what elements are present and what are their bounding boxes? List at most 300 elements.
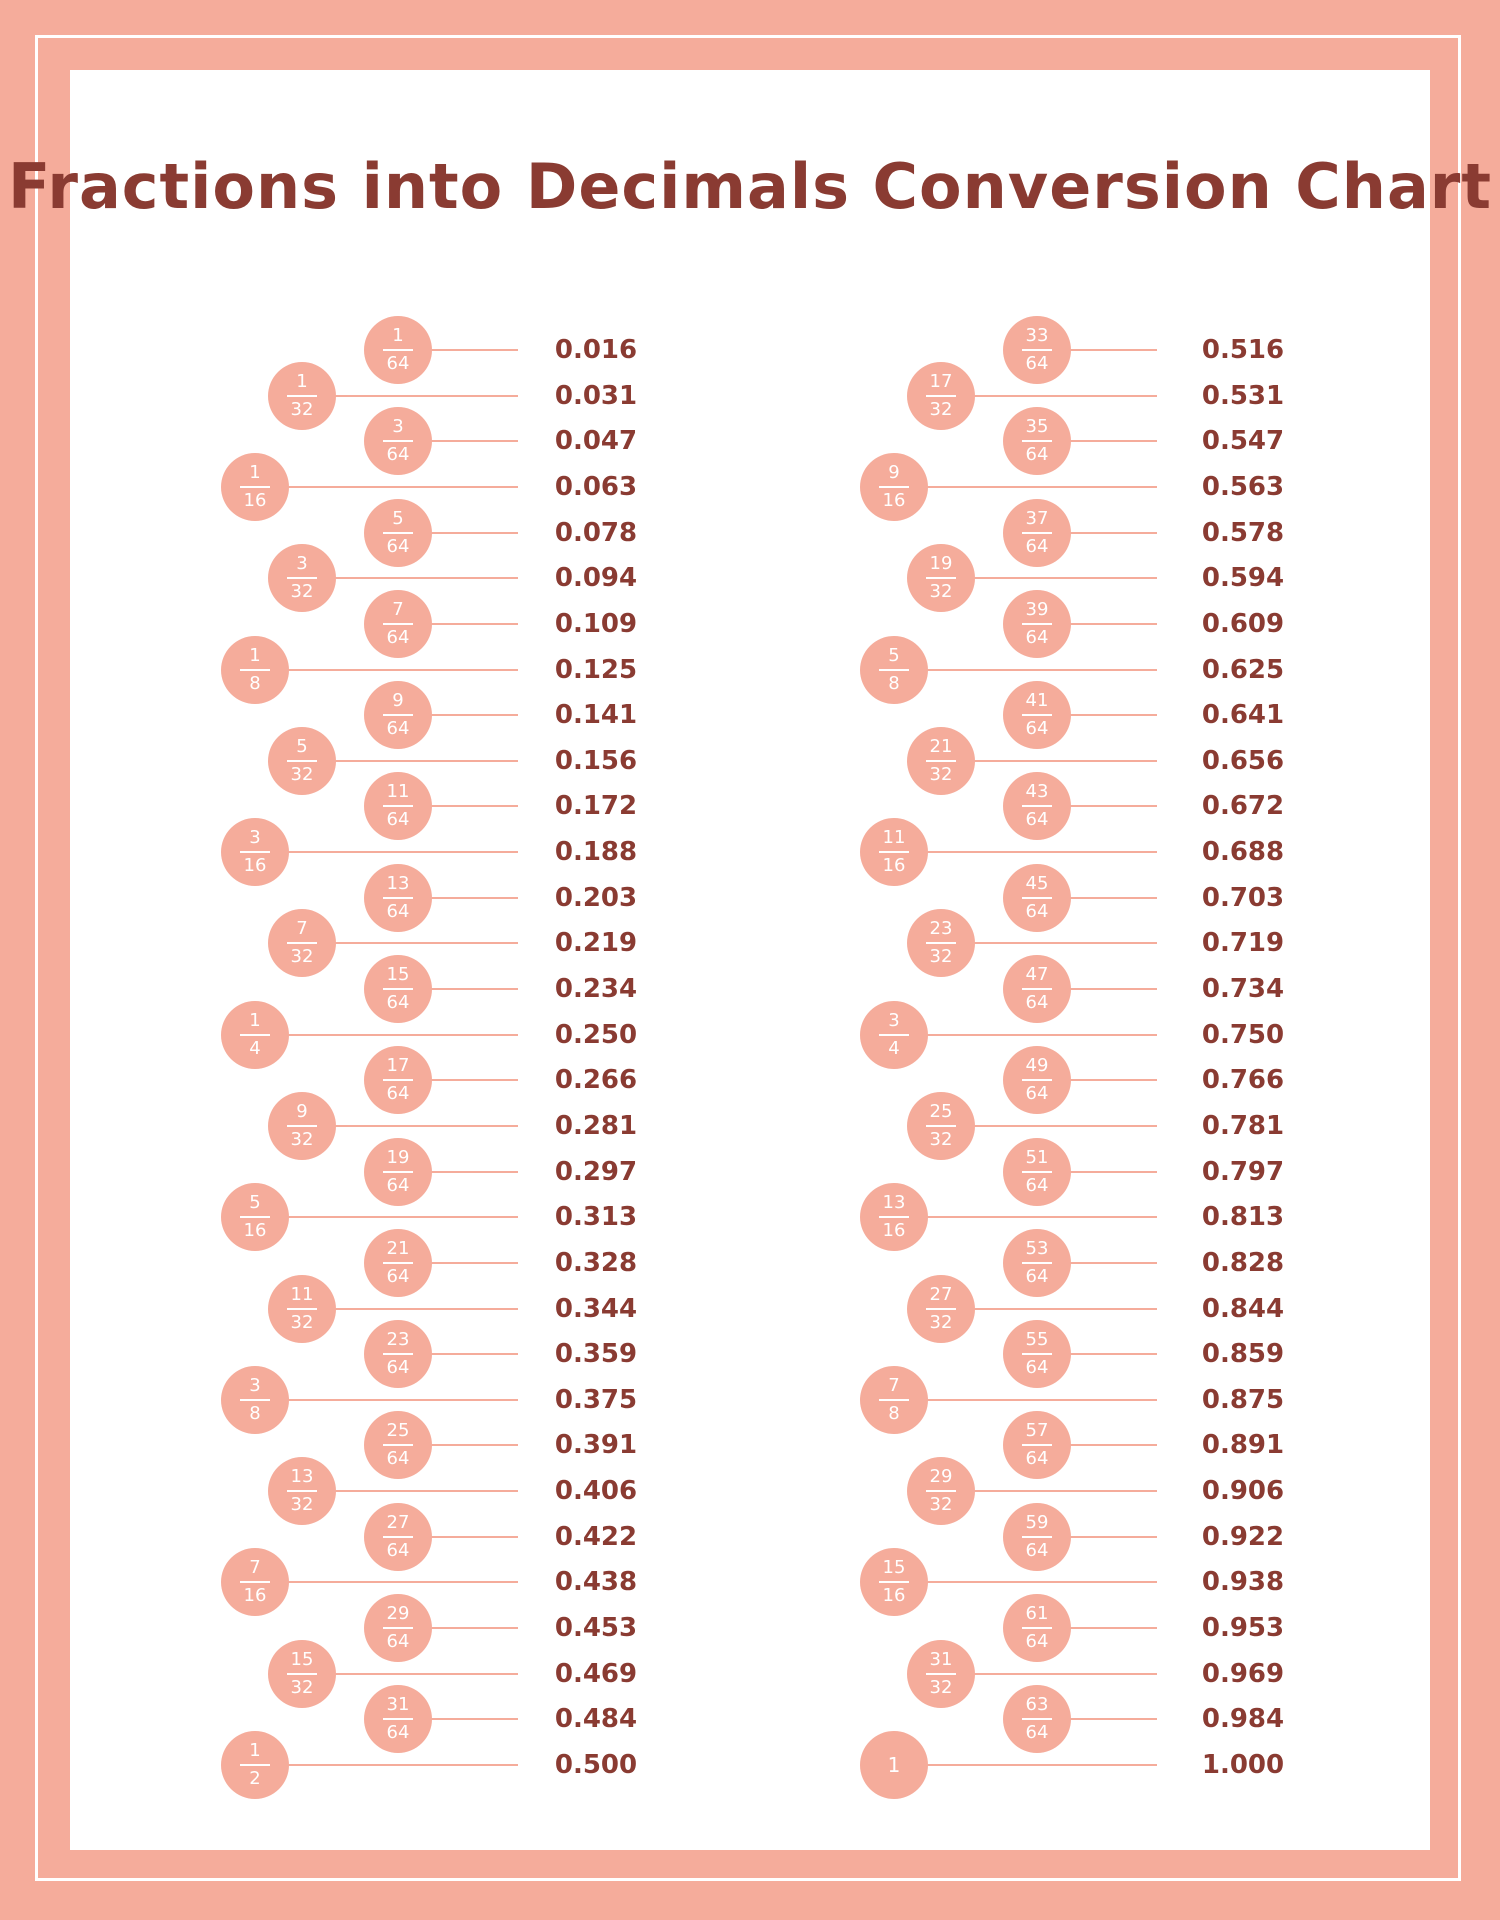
fraction-circle: [221, 818, 289, 886]
fraction-bar: [1022, 1444, 1052, 1446]
fraction-denominator: 16: [882, 1585, 906, 1607]
fraction-circle: [1003, 1685, 1071, 1753]
decimal-value: 0.063: [554, 471, 638, 502]
fraction-circle: [364, 499, 432, 567]
fraction-bar: [926, 942, 956, 944]
fraction-circle: [1003, 772, 1071, 840]
decimal-value: 0.922: [1201, 1521, 1285, 1552]
fraction-denominator: 8: [249, 1402, 261, 1424]
fraction-bar: [287, 942, 317, 944]
fraction-bar: [383, 349, 413, 351]
connector-line: [894, 1581, 1157, 1583]
fraction-denominator: 64: [1025, 535, 1049, 557]
fraction-circle: [268, 544, 336, 612]
fraction-numerator: 23: [929, 918, 953, 940]
fraction-bar: [879, 486, 909, 488]
decimal-value: 0.953: [1201, 1613, 1285, 1644]
decimal-value: 0.250: [554, 1019, 638, 1050]
fraction-circle: [860, 1183, 928, 1251]
decimal-value: 0.719: [1201, 928, 1285, 959]
fraction-circle: [221, 1183, 289, 1251]
fraction-circle: [907, 1640, 975, 1708]
fraction-bar: [383, 988, 413, 990]
decimal-value: 0.453: [554, 1613, 638, 1644]
fraction-bar: [287, 1673, 317, 1675]
fraction-circle: [364, 1320, 432, 1388]
fraction-bar: [1022, 532, 1052, 534]
decimal-value: 0.313: [554, 1202, 638, 1233]
fraction-denominator: 32: [929, 763, 953, 785]
fraction-bar: [879, 1581, 909, 1583]
fraction-denominator: 32: [290, 581, 314, 603]
fraction-numerator: 9: [888, 461, 900, 483]
fraction-circle: [860, 453, 928, 521]
decimal-value: 0.125: [554, 654, 638, 685]
fraction-numerator: 29: [929, 1466, 953, 1488]
decimal-value: 0.859: [1201, 1339, 1285, 1370]
fraction-numerator: 7: [888, 1374, 900, 1396]
fraction-numerator: 15: [290, 1648, 314, 1670]
fraction-circle: [907, 727, 975, 795]
fraction-numerator: 3: [296, 553, 308, 575]
fraction-bar: [1022, 1353, 1052, 1355]
decimal-value: 0.688: [1201, 837, 1285, 868]
fraction-denominator: 16: [243, 1220, 267, 1242]
decimal-value: 0.484: [554, 1704, 638, 1735]
fraction-bar: [1022, 440, 1052, 442]
fraction-circle: [221, 453, 289, 521]
fraction-numerator: 21: [929, 735, 953, 757]
decimal-value: 0.359: [554, 1339, 638, 1370]
fraction-circle: [1003, 1229, 1071, 1297]
fraction-circle: [364, 1594, 432, 1662]
fraction-denominator: 64: [386, 1722, 410, 1744]
decimal-value: 0.031: [554, 380, 638, 411]
decimal-value: 0.266: [554, 1065, 638, 1096]
fraction-denominator: 64: [386, 353, 410, 374]
fraction-numerator: 5: [888, 644, 900, 666]
fraction-bar: [879, 669, 909, 671]
fraction-denominator: 32: [290, 946, 314, 968]
fraction-bar: [383, 1079, 413, 1081]
fraction-numerator: 41: [1025, 690, 1049, 712]
fraction-denominator: 64: [1025, 353, 1049, 374]
fraction-denominator: 64: [386, 444, 410, 466]
decimal-value: 0.609: [1201, 608, 1285, 639]
decimal-value: 0.047: [554, 426, 638, 457]
fraction-bar: [926, 1673, 956, 1675]
fraction-circle: [860, 1548, 928, 1616]
fraction-bar: [926, 760, 956, 762]
fraction-circle: [1003, 590, 1071, 658]
fraction-circle: [907, 544, 975, 612]
fraction-denominator: 16: [243, 1585, 267, 1607]
fraction-bar: [287, 1308, 317, 1310]
fraction-numerator: 49: [1025, 1055, 1049, 1077]
fraction-circle: [268, 1275, 336, 1343]
fraction-bar: [926, 1308, 956, 1310]
fraction-numerator: 5: [296, 735, 308, 757]
fraction-denominator: 4: [249, 1037, 261, 1059]
fraction-bar: [287, 1125, 317, 1127]
fraction-numerator: 35: [1025, 416, 1049, 438]
fraction-circle: [364, 1685, 432, 1753]
fraction-circle: [364, 316, 432, 384]
decimal-value: 0.109: [554, 608, 638, 639]
decimal-value: 0.406: [554, 1476, 638, 1507]
fraction-bar: [879, 1399, 909, 1401]
fraction-circle: [860, 818, 928, 886]
decimal-value: 0.203: [554, 882, 638, 913]
decimal-value: 0.500: [554, 1750, 638, 1780]
fraction-bar: [1022, 805, 1052, 807]
fraction-circle: [1003, 1138, 1071, 1206]
fraction-denominator: 64: [1025, 900, 1049, 922]
decimal-value: 0.172: [554, 791, 638, 822]
fraction-circle: [1003, 1411, 1071, 1479]
fraction-bar: [240, 1581, 270, 1583]
fraction-numerator: 1: [296, 370, 308, 392]
fraction-circle: [907, 909, 975, 977]
fraction-denominator: 64: [386, 1265, 410, 1287]
decimal-value: 0.438: [554, 1567, 638, 1598]
fraction-whole: 1: [887, 1753, 901, 1777]
fraction-bar: [287, 760, 317, 762]
fraction-numerator: 13: [882, 1192, 906, 1214]
fraction-denominator: 64: [386, 900, 410, 922]
fraction-numerator: 33: [1025, 325, 1049, 346]
fraction-denominator: 64: [386, 718, 410, 740]
fraction-denominator: 8: [249, 672, 261, 694]
fraction-bar: [1022, 623, 1052, 625]
decimal-value: 0.281: [554, 1110, 638, 1141]
fraction-numerator: 3: [888, 1009, 900, 1031]
fraction-numerator: 25: [929, 1100, 953, 1122]
fraction-numerator: 55: [1025, 1329, 1049, 1351]
fraction-numerator: 19: [386, 1146, 410, 1168]
fraction-circle: [364, 1411, 432, 1479]
fraction-bar: [383, 1627, 413, 1629]
fraction-numerator: 21: [386, 1237, 410, 1259]
fraction-denominator: 32: [929, 581, 953, 603]
connector-line: [894, 1399, 1157, 1401]
fraction-numerator: 13: [386, 872, 410, 894]
fraction-bar: [1022, 1079, 1052, 1081]
fraction-numerator: 3: [249, 827, 261, 849]
fraction-circle: [1003, 1503, 1071, 1571]
decimal-value: 0.594: [1201, 563, 1285, 594]
fraction-circle: [1003, 681, 1071, 749]
fraction-bar: [240, 1764, 270, 1766]
fraction-denominator: 64: [1025, 626, 1049, 648]
fraction-bar: [383, 1262, 413, 1264]
fraction-denominator: 32: [290, 1311, 314, 1333]
fraction-bar: [383, 623, 413, 625]
fraction-bar: [383, 1353, 413, 1355]
fraction-denominator: 64: [1025, 718, 1049, 740]
fraction-denominator: 32: [929, 1311, 953, 1333]
fraction-bar: [240, 1034, 270, 1036]
decimal-value: 0.844: [1201, 1293, 1285, 1324]
decimal-value: 0.469: [554, 1658, 638, 1689]
connector-line: [255, 1034, 518, 1036]
fraction-denominator: 16: [882, 489, 906, 511]
fraction-circle: [1003, 1594, 1071, 1662]
fraction-numerator: 1: [392, 325, 404, 346]
fraction-denominator: 64: [386, 992, 410, 1014]
fraction-numerator: 7: [392, 598, 404, 620]
fraction-circle: [364, 681, 432, 749]
decimal-value: 0.141: [554, 700, 638, 731]
decimal-value: 0.297: [554, 1156, 638, 1187]
fraction-denominator: 32: [929, 1128, 953, 1150]
decimal-value: 0.391: [554, 1430, 638, 1461]
fraction-bar: [1022, 1171, 1052, 1173]
fraction-numerator: 19: [929, 553, 953, 575]
fraction-numerator: 37: [1025, 507, 1049, 529]
fraction-numerator: 1: [249, 644, 261, 666]
fraction-circle: [364, 1229, 432, 1297]
decimal-value: 0.078: [554, 517, 638, 548]
fraction-circle: [268, 362, 336, 430]
decimal-value: 0.016: [554, 335, 638, 365]
fraction-denominator: 64: [1025, 1357, 1049, 1379]
fraction-denominator: 32: [290, 1128, 314, 1150]
fraction-bar: [879, 1034, 909, 1036]
fraction-denominator: 16: [243, 489, 267, 511]
fraction-circle: [907, 1457, 975, 1525]
decimal-value: 0.625: [1201, 654, 1285, 685]
fraction-numerator: 3: [249, 1374, 261, 1396]
fraction-bar: [1022, 1262, 1052, 1264]
fraction-circle: [221, 1548, 289, 1616]
fraction-numerator: 29: [386, 1603, 410, 1625]
fraction-bar: [240, 851, 270, 853]
fraction-circle: [221, 636, 289, 704]
fraction-circle: [364, 955, 432, 1023]
decimal-value: 0.344: [554, 1293, 638, 1324]
fraction-bar: [1022, 897, 1052, 899]
decimal-value: 0.875: [1201, 1384, 1285, 1415]
fraction-denominator: 64: [1025, 1083, 1049, 1105]
fraction-bar: [287, 577, 317, 579]
fraction-bar: [1022, 714, 1052, 716]
fraction-bar: [383, 714, 413, 716]
fraction-denominator: 2: [249, 1768, 261, 1789]
fraction-denominator: 64: [386, 626, 410, 648]
fraction-circle: [268, 1640, 336, 1708]
fraction-numerator: 47: [1025, 964, 1049, 986]
decimal-value: 0.094: [554, 563, 638, 594]
decimal-value: 0.797: [1201, 1156, 1285, 1187]
connector-line: [255, 1399, 518, 1401]
fraction-numerator: 63: [1025, 1694, 1049, 1716]
fraction-denominator: 32: [929, 1676, 953, 1698]
fraction-bar: [287, 395, 317, 397]
fraction-circle: [1003, 1046, 1071, 1114]
fraction-denominator: 32: [290, 1676, 314, 1698]
fraction-circle: [364, 407, 432, 475]
fraction-circle: [221, 1366, 289, 1434]
fraction-numerator: 17: [929, 370, 953, 392]
fraction-denominator: 32: [290, 763, 314, 785]
fraction-circle: [1003, 407, 1071, 475]
decimal-value: 0.672: [1201, 791, 1285, 822]
decimal-value: 0.516: [1201, 335, 1285, 365]
fraction-numerator: 1: [249, 461, 261, 483]
fraction-bar: [383, 805, 413, 807]
fraction-numerator: 11: [882, 827, 906, 849]
fraction-denominator: 4: [888, 1037, 900, 1059]
fraction-circle: [221, 1001, 289, 1069]
decimal-value: 0.234: [554, 974, 638, 1005]
fraction-numerator: 7: [296, 918, 308, 940]
fraction-circle: [1003, 499, 1071, 567]
fraction-bar: [383, 1444, 413, 1446]
fraction-numerator: 51: [1025, 1146, 1049, 1168]
fraction-numerator: 53: [1025, 1237, 1049, 1259]
fraction-circle: [907, 1275, 975, 1343]
fraction-denominator: 16: [882, 1220, 906, 1242]
fraction-numerator: 1: [249, 1009, 261, 1031]
fraction-denominator: 64: [386, 809, 410, 831]
fraction-bar: [287, 1490, 317, 1492]
page-title: Fractions into Decimals Conversion Chart: [7, 150, 1492, 223]
fraction-bar: [383, 532, 413, 534]
fraction-denominator: 16: [882, 855, 906, 877]
fraction-denominator: 64: [1025, 444, 1049, 466]
fraction-circle: [364, 864, 432, 932]
fraction-circle: [268, 909, 336, 977]
fraction-denominator: 64: [386, 535, 410, 557]
fraction-denominator: 32: [929, 1494, 953, 1516]
decimal-value: 0.750: [1201, 1019, 1285, 1050]
fraction-denominator: 32: [929, 398, 953, 420]
fraction-numerator: 13: [290, 1466, 314, 1488]
decimal-value: 0.781: [1201, 1110, 1285, 1141]
fraction-circle: [268, 1457, 336, 1525]
fraction-bar: [1022, 1627, 1052, 1629]
decimal-value: 0.969: [1201, 1658, 1285, 1689]
fraction-circle: [364, 1503, 432, 1571]
fraction-bar: [1022, 349, 1052, 351]
connector-line: [894, 851, 1157, 853]
fraction-circle: [1003, 316, 1071, 384]
fraction-circle: [268, 1092, 336, 1160]
fraction-bar: [1022, 1718, 1052, 1720]
fraction-numerator: 5: [392, 507, 404, 529]
decimal-value: 0.656: [1201, 745, 1285, 776]
fraction-numerator: 11: [290, 1283, 314, 1305]
fraction-circle: [364, 772, 432, 840]
decimal-value: 0.984: [1201, 1704, 1285, 1735]
fraction-numerator: 27: [386, 1511, 410, 1533]
fraction-circle: [860, 636, 928, 704]
fraction-bar: [879, 851, 909, 853]
fraction-denominator: 64: [386, 1357, 410, 1379]
fraction-denominator: 64: [386, 1174, 410, 1196]
fraction-numerator: 17: [386, 1055, 410, 1077]
fraction-denominator: 64: [386, 1448, 410, 1470]
connector-line: [894, 669, 1157, 671]
fraction-denominator: 16: [243, 855, 267, 877]
fraction-numerator: 39: [1025, 598, 1049, 620]
fraction-numerator: 9: [392, 690, 404, 712]
connector-line: [255, 1581, 518, 1583]
connector-line: [255, 486, 518, 488]
fraction-denominator: 64: [1025, 992, 1049, 1014]
fraction-circle: [1003, 1320, 1071, 1388]
fraction-denominator: 32: [290, 398, 314, 420]
fraction-circle: [860, 1366, 928, 1434]
fraction-circle: [860, 1731, 928, 1799]
decimal-value: 0.938: [1201, 1567, 1285, 1598]
decimal-value: 0.188: [554, 837, 638, 868]
fraction-denominator: 64: [1025, 1539, 1049, 1561]
fraction-denominator: 32: [929, 946, 953, 968]
fraction-bar: [926, 1125, 956, 1127]
decimal-value: 0.578: [1201, 517, 1285, 548]
decimal-value: 0.422: [554, 1521, 638, 1552]
decimal-value: 0.563: [1201, 471, 1285, 502]
fraction-numerator: 27: [929, 1283, 953, 1305]
fraction-numerator: 61: [1025, 1603, 1049, 1625]
fraction-denominator: 64: [386, 1083, 410, 1105]
fraction-bar: [926, 577, 956, 579]
fraction-denominator: 8: [888, 672, 900, 694]
decimal-value: 0.734: [1201, 974, 1285, 1005]
connector-line: [894, 1216, 1157, 1218]
fraction-numerator: 25: [386, 1420, 410, 1442]
fraction-denominator: 32: [290, 1494, 314, 1516]
fraction-circle: [364, 1046, 432, 1114]
fraction-numerator: 11: [386, 781, 410, 803]
fraction-circle: [221, 1731, 289, 1799]
fraction-numerator: 7: [249, 1557, 261, 1579]
decimal-value: 0.766: [1201, 1065, 1285, 1096]
connector-line: [894, 486, 1157, 488]
fraction-numerator: 59: [1025, 1511, 1049, 1533]
fraction-circle: [1003, 864, 1071, 932]
fraction-denominator: 64: [1025, 1722, 1049, 1744]
fraction-bar: [383, 1536, 413, 1538]
fraction-numerator: 1: [249, 1740, 261, 1761]
fraction-numerator: 15: [386, 964, 410, 986]
fraction-bar: [383, 1718, 413, 1720]
fraction-circle: [907, 362, 975, 430]
decimal-value: 0.906: [1201, 1476, 1285, 1507]
fraction-circle: [364, 1138, 432, 1206]
connector-line: [255, 851, 518, 853]
fraction-numerator: 5: [249, 1192, 261, 1214]
fraction-bar: [383, 440, 413, 442]
fraction-bar: [240, 486, 270, 488]
fraction-numerator: 3: [392, 416, 404, 438]
decimal-value: 0.156: [554, 745, 638, 776]
decimal-value: 0.328: [554, 1247, 638, 1278]
fraction-circle: [860, 1001, 928, 1069]
fraction-denominator: 64: [1025, 1265, 1049, 1287]
decimal-value: 0.375: [554, 1384, 638, 1415]
fraction-bar: [926, 395, 956, 397]
fraction-denominator: 64: [386, 1631, 410, 1653]
fraction-bar: [383, 897, 413, 899]
fraction-bar: [1022, 988, 1052, 990]
fraction-bar: [240, 1216, 270, 1218]
fraction-numerator: 23: [386, 1329, 410, 1351]
decimal-value: 0.547: [1201, 426, 1285, 457]
fraction-bar: [926, 1490, 956, 1492]
